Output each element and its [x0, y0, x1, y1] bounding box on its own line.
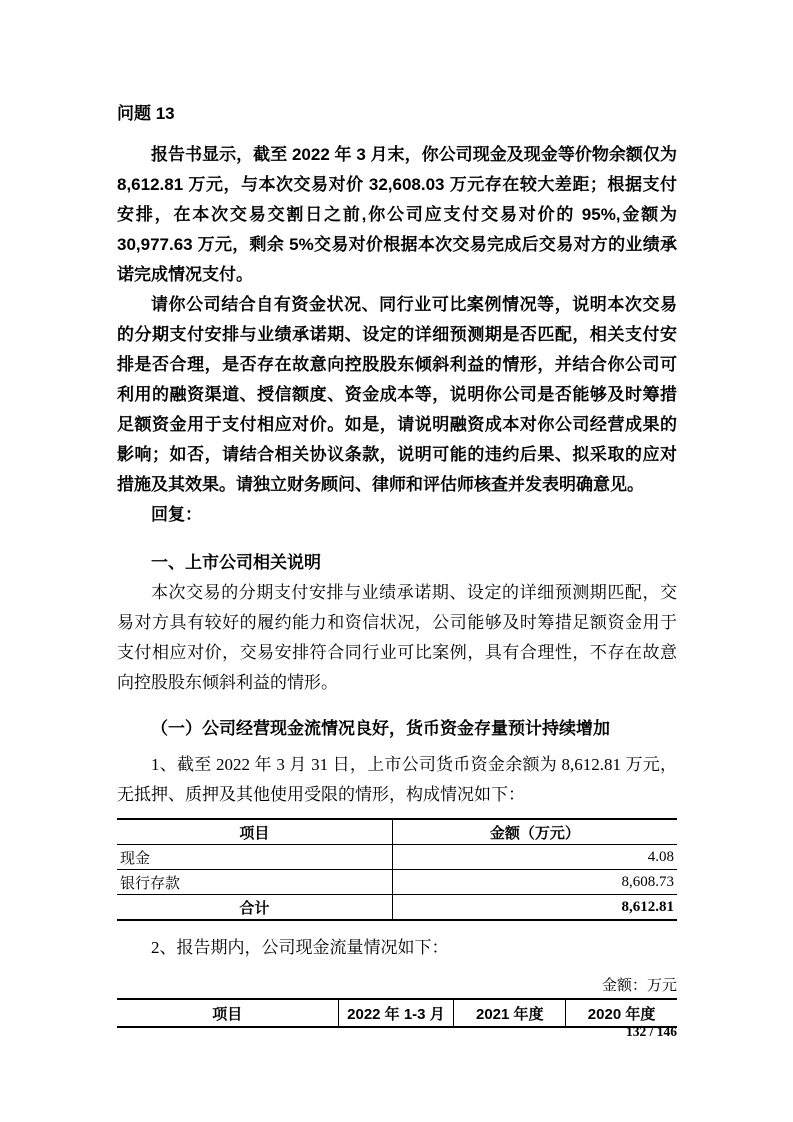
- table1-total-amount: 8,612.81: [621, 898, 674, 915]
- table-header-row: [117, 819, 677, 845]
- table1-header-item: 项目: [117, 819, 392, 845]
- reply-label: 回复：: [151, 505, 202, 524]
- question-title: 问题 13: [117, 104, 175, 123]
- list-item-2: 2、报告期内，公司现金流量情况如下：: [151, 938, 449, 957]
- table-row: [117, 870, 677, 895]
- cash-flow-table: [117, 998, 677, 1028]
- page-number: 132 / 146: [625, 1024, 677, 1039]
- table2-header-2020: 2020 年度: [566, 999, 677, 1027]
- table2-header-2022: 2022 年 1-3 月: [338, 999, 454, 1027]
- section-1-paragraph: 本次交易的分期支付安排与业绩承诺期、设定的详细预测期匹配，交易对方具有较好的履约能力和资信状况，公司能够及时筹措足额资金用于支付相应对价，交易安排符合同行业可比案例，具有合理性，不存在故意向控股股东倾斜利益的情形。: [117, 583, 677, 692]
- table-row: [117, 845, 677, 870]
- table1-header-amount: 金额（万元）: [392, 819, 677, 845]
- list-item-1: 1、截至 2022 年 3 月 31 日，上市公司货币资金余额为 8,612.81 万元，无抵押、质押及其他使用受限的情形，构成情况如下：: [117, 755, 677, 804]
- table1-total-label: 合计: [117, 895, 392, 921]
- subsection-1-heading: （一）公司经营现金流情况良好，货币资金存量预计持续增加: [151, 719, 610, 738]
- monetary-funds-table: [117, 818, 677, 921]
- table-total-row: [117, 895, 677, 921]
- question-paragraph-2: 请你公司结合自有资金状况、同行业可比案例情况等，说明本次交易的分期支付安排与业绩承诺期、设定的详细预测期是否匹配，相关支付安排是否合理，是否存在故意向控股股东倾斜利益的情形，并结合你公司可利用的融资渠道、授信额度、资金成本等，说明你公司是否能够及时筹措足额资金用于支付相应对价。如是，请说明融资成本对你公司经营成果的影响；如否，请结合相关协议条款，说明可能的违约后果、拟采取的应对措施及其效果。请独立财务顾问、律师和评估师核查并发表明确意见。: [117, 295, 677, 494]
- table2-header-item: 项目: [212, 1005, 243, 1023]
- table1-cell-amount: 8,608.73: [392, 870, 677, 895]
- question-paragraph-1: 报告书显示，截至 2022 年 3 月末，你公司现金及现金等价物余额仅为 8,612.81 万元，与本次交易对价 32,608.03 万元存在较大差距；根据支付安排，在本次交易交割日之前,你公司应支付交易对价的 95%,金额为 30,977.63 万元，剩余 5%交易对价根据本次交易完成后交易对方的业绩承诺完成情况支付。: [117, 145, 677, 284]
- table1-cell-amount: 4.08: [392, 845, 677, 870]
- table1-cell-item: 现金: [117, 845, 392, 870]
- section-1-heading: 一、上市公司相关说明: [151, 553, 321, 572]
- table1-cell-item: 银行存款: [117, 870, 392, 895]
- table2-unit-note: 金额：万元: [601, 978, 677, 994]
- table-header-row: [117, 999, 677, 1027]
- table2-header-2021: 2021 年度: [454, 999, 566, 1027]
